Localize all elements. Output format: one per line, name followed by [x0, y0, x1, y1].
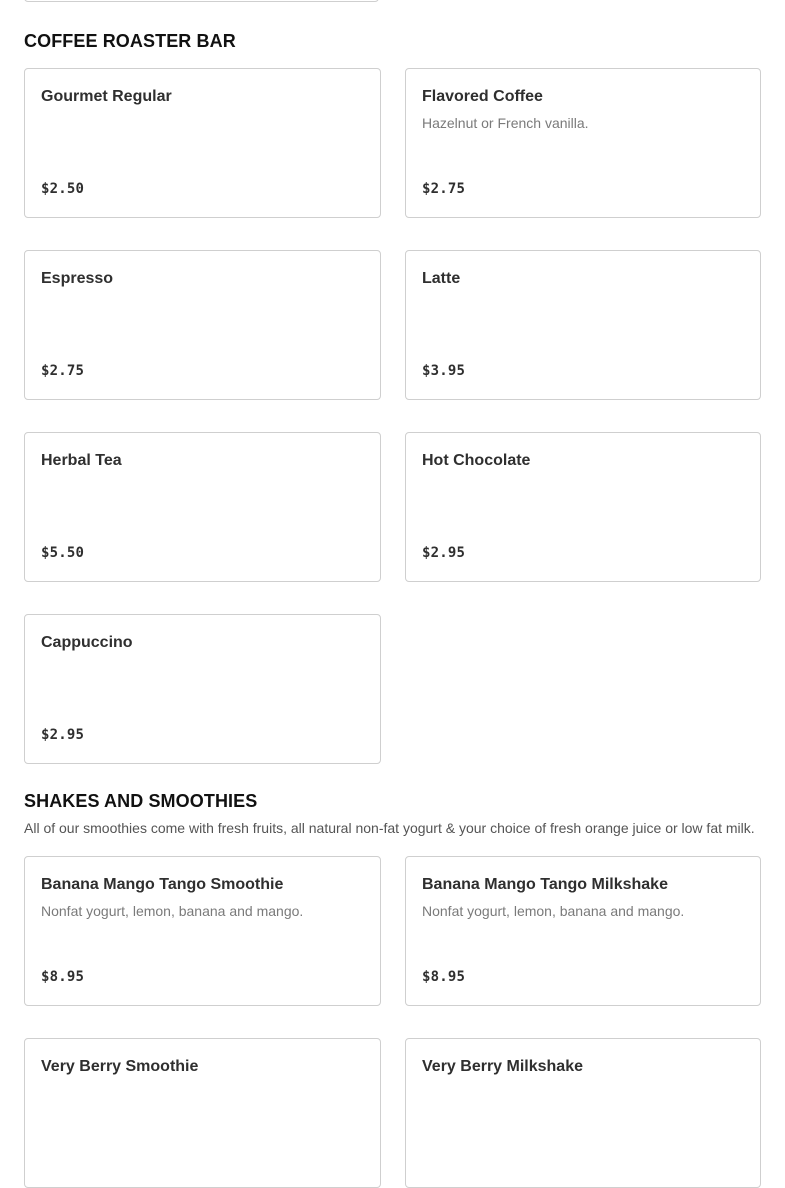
menu-item-card[interactable] — [24, 614, 381, 764]
item-name: Latte — [422, 270, 461, 287]
previous-menu-item-card[interactable] — [24, 0, 379, 2]
item-price: $2.95 — [422, 545, 466, 561]
menu-item-card[interactable] — [24, 250, 381, 400]
menu-item-card[interactable] — [405, 68, 761, 218]
menu-item-card[interactable] — [24, 68, 381, 218]
menu-item-card[interactable] — [24, 432, 381, 582]
menu-item-card[interactable] — [24, 1038, 381, 1188]
shakes-and-smoothies-section — [24, 790, 761, 1188]
section-title: SHAKES AND SMOOTHIES — [24, 791, 258, 811]
item-name: Banana Mango Tango Milkshake — [422, 876, 668, 893]
menu-items-grid — [24, 856, 761, 1188]
item-description: Hazelnut or French vanilla. — [422, 115, 589, 131]
item-name: Hot Chocolate — [422, 452, 531, 469]
item-price: $2.75 — [422, 181, 466, 197]
coffee-roaster-bar-section — [24, 30, 761, 764]
item-name: Very Berry Smoothie — [41, 1058, 199, 1075]
item-price: $3.95 — [422, 363, 466, 379]
menu-item-card[interactable] — [405, 432, 761, 582]
item-price: $8.95 — [422, 969, 466, 985]
item-name: Flavored Coffee — [422, 88, 543, 105]
item-name: Very Berry Milkshake — [422, 1058, 583, 1075]
item-price: $5.50 — [41, 545, 85, 561]
item-price: $2.75 — [41, 363, 85, 379]
item-description: Nonfat yogurt, lemon, banana and mango. — [41, 903, 304, 919]
item-name: Espresso — [41, 270, 114, 287]
menu-item-card[interactable] — [24, 856, 381, 1006]
item-description: Nonfat yogurt, lemon, banana and mango. — [422, 903, 685, 919]
item-price: $2.95 — [41, 727, 85, 743]
item-name: Herbal Tea — [41, 452, 122, 469]
item-name: Gourmet Regular — [41, 88, 172, 105]
menu-item-card[interactable] — [405, 856, 761, 1006]
section-title: COFFEE ROASTER BAR — [24, 31, 236, 51]
section-description: All of our smoothies come with fresh fruits, all natural non-fat yogurt & your choice of fresh orange juice or low fat milk. — [24, 820, 755, 836]
item-name: Cappuccino — [41, 634, 133, 651]
item-price: $2.50 — [41, 181, 85, 197]
item-name: Banana Mango Tango Smoothie — [41, 876, 284, 893]
menu-item-card[interactable] — [405, 250, 761, 400]
item-price: $8.95 — [41, 969, 85, 985]
menu-item-card[interactable] — [405, 1038, 761, 1188]
menu-items-grid — [24, 68, 761, 764]
